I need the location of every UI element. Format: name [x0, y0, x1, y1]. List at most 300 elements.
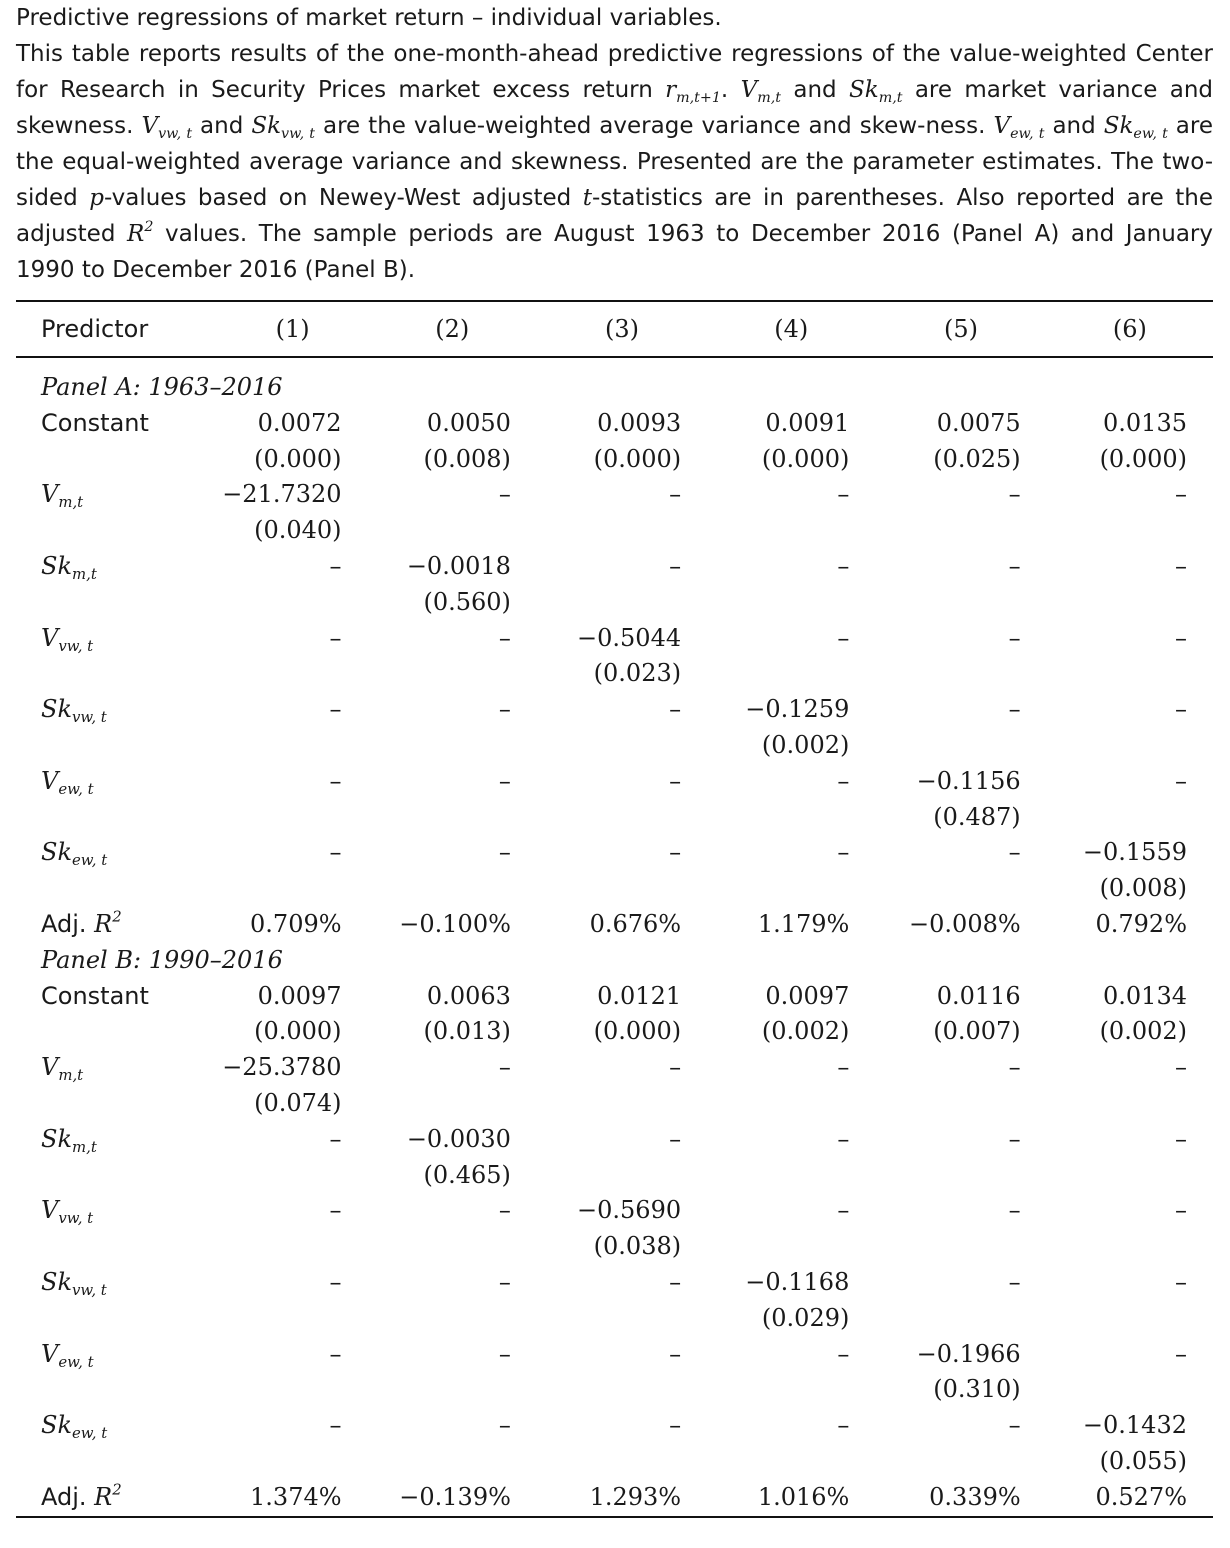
coef-cell: –	[837, 838, 850, 867]
pvalue-row	[16, 728, 1213, 764]
pvalue-cell: (0.560)	[423, 587, 511, 616]
caption-seg-text: are the value-weighted average variance and skew-ness.	[315, 113, 994, 139]
predictor-cell	[16, 692, 218, 728]
coef-cell: –	[498, 1053, 511, 1082]
header-col-2: (2)	[435, 315, 470, 343]
coef-cell: –	[837, 1411, 850, 1440]
pvalue-row	[16, 1372, 1213, 1408]
pvalue-cell	[218, 656, 368, 692]
coef-cell: −0.0018	[406, 551, 511, 580]
pvalue-cell	[218, 1444, 368, 1480]
pvalue-cell	[218, 1229, 368, 1265]
coef-cell: –	[837, 1053, 850, 1082]
pvalue-cell	[875, 1229, 1046, 1265]
adj-r2-text: Adj.	[41, 909, 95, 938]
pvalue-cell	[1047, 1229, 1213, 1265]
pvalue-row	[16, 871, 1213, 907]
panel-label-row	[16, 943, 1213, 979]
coef-cell: –	[1175, 480, 1187, 509]
adj-r2-row	[16, 907, 1213, 943]
pvalue-cell	[368, 1372, 537, 1408]
coef-cell: –	[1008, 1053, 1021, 1082]
header-col-4: (4)	[774, 315, 809, 343]
pvalue-cell	[875, 1158, 1046, 1194]
caption-seg-text: values. The sample periods are August 1963 to December 2016 (Panel A) and January 1990 to December 2016 (Panel B).	[16, 221, 1214, 283]
caption-seg-text: and	[781, 77, 849, 103]
pvalue-cell	[1047, 800, 1213, 836]
coef-cell: –	[329, 1411, 342, 1440]
pvalue-cell: (0.025)	[933, 444, 1021, 473]
table-row	[16, 979, 1213, 1015]
caption-seg-symbol: Sk	[251, 113, 282, 139]
pvalue-cell	[368, 800, 537, 836]
predictor-text: Constant	[41, 408, 149, 437]
coef-cell: –	[1008, 1267, 1021, 1296]
adj-r2-symbol: R	[94, 909, 113, 938]
caption-seg-symbol: Sk	[1103, 113, 1134, 139]
coef-cell: –	[1008, 551, 1021, 580]
caption-seg-superscript: 2	[144, 219, 154, 236]
adj-r2-cell: 1.179%	[757, 909, 850, 938]
coef-cell: –	[669, 480, 682, 509]
predictor-cell	[16, 1337, 218, 1373]
pvalue-cell: (0.310)	[933, 1375, 1021, 1404]
pvalue-cell	[1047, 1301, 1213, 1337]
adj-r2-cell: 0.792%	[1095, 909, 1187, 938]
coef-cell: 0.0093	[597, 408, 682, 437]
caption-seg-subscript: vw, t	[158, 125, 193, 142]
coef-cell: −0.1168	[745, 1267, 850, 1296]
predictor-cell-empty	[16, 656, 218, 692]
coef-cell: −0.5690	[577, 1196, 682, 1225]
coef-cell: –	[669, 1339, 682, 1368]
adj-r2-cell: 0.676%	[589, 909, 682, 938]
predictor-cell	[16, 907, 218, 943]
coef-cell: –	[669, 838, 682, 867]
pvalue-cell	[707, 656, 875, 692]
coef-cell: −0.5044	[577, 623, 682, 652]
pvalue-cell	[368, 871, 537, 907]
caption-seg-symbol: V	[141, 113, 159, 139]
predictor-cell	[16, 1408, 218, 1444]
pvalue-row	[16, 585, 1213, 621]
coef-cell: –	[669, 766, 682, 795]
adj-r2-cell: 0.709%	[250, 909, 342, 938]
coef-cell: –	[1008, 1411, 1021, 1440]
predictor-cell-empty	[16, 585, 218, 621]
coef-cell: –	[498, 838, 511, 867]
pvalue-cell	[218, 871, 368, 907]
caption-seg-text: -values based on Newey-West adjusted	[103, 185, 583, 211]
caption-seg-symbol: Sk	[848, 77, 879, 103]
table-row	[16, 1337, 1213, 1373]
pvalue-cell: (0.038)	[593, 1232, 682, 1261]
coef-cell: −0.0030	[406, 1124, 511, 1153]
coef-cell: –	[329, 1339, 342, 1368]
predictor-symbol: Sk	[41, 838, 72, 867]
coef-cell: 0.0050	[426, 408, 511, 437]
pvalue-cell	[707, 1229, 875, 1265]
predictor-cell	[16, 477, 218, 513]
coef-cell: –	[329, 838, 342, 867]
coef-cell: –	[498, 1411, 511, 1440]
panel-label: Panel B: 1990–2016	[41, 945, 283, 974]
predictor-cell-empty	[16, 1158, 218, 1194]
pvalue-cell	[1047, 1158, 1213, 1194]
coef-cell: –	[669, 695, 682, 724]
predictor-cell	[16, 1480, 218, 1517]
adj-r2-cell: −0.139%	[368, 1480, 537, 1517]
table-row	[16, 692, 1213, 728]
pvalue-cell: (0.000)	[254, 444, 342, 473]
header-col-6: (6)	[1112, 315, 1147, 343]
predictor-symbol: Sk	[41, 1124, 72, 1153]
adj-r2-symbol: R	[94, 1482, 113, 1511]
coef-cell: 0.0134	[1103, 981, 1187, 1010]
predictor-cell	[16, 549, 218, 585]
predictor-cell-empty	[16, 728, 218, 764]
caption-seg-text: and	[1044, 113, 1104, 139]
coef-cell: –	[837, 1124, 850, 1153]
predictor-subscript: vw, t	[58, 636, 94, 655]
coef-cell: −0.1559	[1082, 838, 1187, 867]
pvalue-cell: (0.013)	[423, 1017, 511, 1046]
pvalue-cell	[537, 1301, 707, 1337]
adj-r2-cell: 1.016%	[707, 1480, 875, 1517]
pvalue-cell	[218, 1301, 368, 1337]
predictor-cell-empty	[16, 1014, 218, 1050]
pvalue-cell	[707, 1086, 875, 1122]
coef-cell: –	[1175, 1124, 1187, 1153]
pvalue-row	[16, 442, 1213, 478]
pvalue-row	[16, 656, 1213, 692]
pvalue-cell: (0.002)	[1099, 1017, 1187, 1046]
coef-cell: 0.0116	[936, 981, 1021, 1010]
pvalue-cell	[537, 513, 707, 549]
table-caption	[16, 0, 1213, 288]
caption-seg-subscript: m,t	[757, 89, 781, 106]
pvalue-cell	[1047, 513, 1213, 549]
pvalue-cell	[368, 1444, 537, 1480]
pvalue-cell	[218, 585, 368, 621]
coef-cell: –	[837, 1339, 850, 1368]
pvalue-cell	[537, 871, 707, 907]
pvalue-cell	[707, 513, 875, 549]
coef-cell: –	[1008, 1196, 1021, 1225]
coef-cell: –	[669, 551, 682, 580]
predictor-symbol: V	[41, 1053, 59, 1082]
pvalue-cell	[537, 1086, 707, 1122]
caption-seg-symbol: t	[582, 185, 592, 211]
coef-cell: 0.0135	[1103, 408, 1187, 437]
adj-r2-cell: 0.339%	[875, 1480, 1046, 1517]
coef-cell: –	[1008, 623, 1021, 652]
caption-seg-subscript: m,t+1	[676, 89, 721, 106]
pvalue-cell: (0.023)	[593, 659, 682, 688]
predictor-cell-empty	[16, 1444, 218, 1480]
document-page	[16, 0, 1213, 1518]
predictor-subscript: ew, t	[71, 1424, 108, 1443]
caption-seg-subscript: ew, t	[1010, 125, 1045, 142]
adj-r2-cell: 1.374%	[218, 1480, 368, 1517]
caption-seg-text: and	[192, 113, 252, 139]
predictor-subscript: vw, t	[71, 708, 107, 727]
coef-cell: 0.0121	[597, 981, 682, 1010]
predictor-cell	[16, 621, 218, 657]
header-col-5: (5)	[944, 315, 978, 343]
coef-cell: –	[498, 1267, 511, 1296]
pvalue-row	[16, 1086, 1213, 1122]
coef-cell: –	[669, 1053, 682, 1082]
predictor-subscript: ew, t	[58, 779, 94, 798]
predictor-cell-empty	[16, 513, 218, 549]
table-row	[16, 764, 1213, 800]
pvalue-cell: (0.000)	[761, 444, 850, 473]
pvalue-cell: (0.008)	[1099, 874, 1187, 903]
predictor-cell	[16, 1193, 218, 1229]
predictor-cell-empty	[16, 1301, 218, 1337]
pvalue-cell: (0.040)	[254, 516, 342, 545]
caption-seg-symbol: V	[740, 77, 758, 103]
pvalue-cell: (0.007)	[933, 1017, 1021, 1046]
coef-cell: –	[837, 766, 850, 795]
coef-cell: −21.7320	[222, 480, 342, 509]
coef-cell: –	[1008, 480, 1021, 509]
pvalue-cell	[1047, 656, 1213, 692]
table-header-row	[16, 301, 1213, 357]
coef-cell: –	[1008, 695, 1021, 724]
coef-cell: –	[329, 1267, 342, 1296]
coef-cell: 0.0091	[765, 408, 850, 437]
coef-cell: −0.1432	[1082, 1411, 1187, 1440]
pvalue-cell: (0.002)	[761, 1017, 850, 1046]
pvalue-cell	[368, 513, 537, 549]
coef-cell: –	[329, 695, 342, 724]
caption-seg-subscript: ew, t	[1133, 125, 1168, 142]
pvalue-cell: (0.000)	[593, 1017, 682, 1046]
coef-cell: –	[669, 1411, 682, 1440]
pvalue-cell	[537, 585, 707, 621]
pvalue-cell: (0.002)	[761, 730, 850, 759]
header-predictor: Predictor	[41, 315, 149, 343]
pvalue-cell: (0.000)	[1099, 444, 1187, 473]
coef-cell: 0.0063	[426, 981, 511, 1010]
pvalue-cell: (0.000)	[593, 444, 682, 473]
caption-seg-text: -statistics are in parentheses. Also reported are the adjusted	[16, 185, 1213, 247]
caption-seg-text: are market variance and skewness.	[16, 77, 1213, 139]
pvalue-cell	[875, 871, 1046, 907]
pvalue-cell	[218, 1158, 368, 1194]
coef-cell: –	[498, 623, 511, 652]
coef-cell: –	[498, 695, 511, 724]
caption-seg-symbol: V	[993, 113, 1011, 139]
panel-label-row	[16, 357, 1213, 406]
pvalue-cell	[218, 1372, 368, 1408]
pvalue-cell	[368, 656, 537, 692]
pvalue-cell: (0.029)	[761, 1303, 850, 1332]
pvalue-cell: (0.074)	[254, 1088, 342, 1117]
coef-cell: –	[329, 551, 342, 580]
table-row	[16, 1408, 1213, 1444]
caption-seg-subscript: m,t	[878, 89, 903, 106]
pvalue-row	[16, 800, 1213, 836]
adj-r2-cell: −0.100%	[399, 909, 511, 938]
coef-cell: –	[498, 766, 511, 795]
coef-cell: –	[1008, 1124, 1021, 1153]
adj-r2-superscript: 2	[112, 1480, 122, 1499]
predictor-symbol: V	[41, 480, 59, 509]
predictor-symbol: Sk	[41, 1267, 72, 1296]
pvalue-cell	[537, 1158, 707, 1194]
coef-cell: –	[329, 1196, 342, 1225]
pvalue-cell	[707, 871, 875, 907]
pvalue-cell: (0.008)	[423, 444, 511, 473]
caption-seg-symbol: r	[665, 77, 677, 103]
pvalue-cell	[707, 1372, 875, 1408]
pvalue-cell	[537, 800, 707, 836]
pvalue-cell	[368, 1301, 537, 1337]
caption-seg-text: are the equal-weighted average variance and skewness. Presented are the parameter estimates. The two-sided	[16, 113, 1213, 211]
predictor-cell-empty	[16, 871, 218, 907]
coef-cell: 0.0097	[257, 981, 342, 1010]
pvalue-cell	[218, 728, 368, 764]
predictor-cell	[16, 764, 218, 800]
predictor-symbol: V	[41, 623, 59, 652]
predictor-subscript: vw, t	[58, 1209, 94, 1228]
predictor-symbol: Sk	[41, 551, 72, 580]
table-row	[16, 1265, 1213, 1301]
coef-cell: −0.1966	[916, 1339, 1021, 1368]
predictor-subscript: ew, t	[58, 1352, 94, 1371]
header-col-3: (3)	[605, 315, 639, 343]
pvalue-cell	[707, 585, 875, 621]
pvalue-row	[16, 1014, 1213, 1050]
pvalue-cell	[875, 585, 1046, 621]
adj-r2-cell: 0.527%	[1047, 1480, 1213, 1517]
coef-cell: –	[837, 623, 850, 652]
coef-cell: –	[1175, 1267, 1187, 1296]
coef-cell: –	[329, 766, 342, 795]
predictor-symbol: V	[41, 766, 59, 795]
pvalue-cell	[537, 1372, 707, 1408]
pvalue-cell	[707, 1158, 875, 1194]
coef-cell: –	[837, 480, 850, 509]
pvalue-cell	[1047, 728, 1213, 764]
pvalue-cell	[1047, 1372, 1213, 1408]
table-row	[16, 1050, 1213, 1086]
pvalue-cell	[875, 1086, 1046, 1122]
table-description	[16, 36, 1213, 288]
pvalue-cell	[875, 728, 1046, 764]
predictor-symbol: V	[41, 1196, 59, 1225]
coef-cell: –	[1175, 1053, 1187, 1082]
pvalue-cell	[707, 1444, 875, 1480]
predictor-cell-empty	[16, 800, 218, 836]
adj-r2-cell: −0.008%	[909, 909, 1021, 938]
coef-cell: –	[1008, 838, 1021, 867]
pvalue-cell	[368, 1229, 537, 1265]
pvalue-row	[16, 513, 1213, 549]
coef-cell: –	[1175, 766, 1187, 795]
predictor-symbol: Sk	[41, 695, 72, 724]
coef-cell: −25.3780	[222, 1053, 342, 1082]
caption-seg-symbol: R	[127, 221, 145, 247]
caption-seg-symbol: p	[89, 185, 104, 211]
coef-cell: –	[498, 480, 511, 509]
coef-cell: –	[1175, 1339, 1187, 1368]
caption-seg-subscript: vw, t	[281, 125, 316, 142]
table-row	[16, 835, 1213, 871]
table-row	[16, 1122, 1213, 1158]
pvalue-row	[16, 1158, 1213, 1194]
predictor-symbol: V	[41, 1339, 59, 1368]
pvalue-cell	[218, 800, 368, 836]
coef-cell: –	[669, 1124, 682, 1153]
pvalue-cell	[368, 728, 537, 764]
table-row	[16, 621, 1213, 657]
coef-cell: −0.1156	[916, 766, 1021, 795]
table-row	[16, 406, 1213, 442]
adj-r2-row	[16, 1480, 1213, 1517]
pvalue-cell	[368, 1086, 537, 1122]
coef-cell: –	[1175, 1196, 1187, 1225]
pvalue-cell	[875, 513, 1046, 549]
caption-seg-text: .	[720, 77, 741, 103]
predictor-subscript: m,t	[58, 1066, 84, 1085]
predictor-cell	[16, 1122, 218, 1158]
predictor-subscript: m,t	[71, 1137, 97, 1156]
coef-cell: –	[329, 623, 342, 652]
coef-cell: –	[1175, 695, 1187, 724]
table-row	[16, 549, 1213, 585]
pvalue-row	[16, 1444, 1213, 1480]
pvalue-cell	[537, 728, 707, 764]
coef-cell: −0.1259	[745, 695, 850, 724]
adj-r2-superscript: 2	[112, 907, 122, 926]
caption-seg-text: This table reports results of the one-month-ahead predictive regressions of the value-weighted Center for Research in Security Prices market excess return	[16, 41, 1213, 103]
predictor-text: Constant	[41, 981, 149, 1010]
table-body	[16, 357, 1213, 1517]
pvalue-cell: (0.055)	[1099, 1446, 1187, 1475]
table-row	[16, 477, 1213, 513]
predictor-cell	[16, 979, 218, 1015]
adj-r2-text: Adj.	[41, 1482, 95, 1511]
regression-table	[16, 300, 1213, 1518]
pvalue-cell	[1047, 1086, 1213, 1122]
coef-cell: –	[837, 1196, 850, 1225]
predictor-subscript: ew, t	[71, 851, 108, 870]
table-row	[16, 1193, 1213, 1229]
coef-cell: –	[329, 1124, 342, 1153]
predictor-cell	[16, 1050, 218, 1086]
pvalue-cell	[875, 656, 1046, 692]
pvalue-cell	[1047, 585, 1213, 621]
pvalue-cell: (0.465)	[423, 1160, 511, 1189]
pvalue-row	[16, 1229, 1213, 1265]
coef-cell: –	[1175, 551, 1187, 580]
coef-cell: 0.0075	[936, 408, 1021, 437]
pvalue-cell	[537, 1444, 707, 1480]
predictor-cell-empty	[16, 442, 218, 478]
predictor-cell-empty	[16, 1086, 218, 1122]
predictor-cell-empty	[16, 1372, 218, 1408]
header-col-1: (1)	[275, 315, 310, 343]
coef-cell: –	[498, 1196, 511, 1225]
predictor-cell	[16, 406, 218, 442]
adj-r2-cell: 1.293%	[537, 1480, 707, 1517]
coef-cell: 0.0072	[257, 408, 342, 437]
predictor-symbol: Sk	[41, 1411, 72, 1440]
